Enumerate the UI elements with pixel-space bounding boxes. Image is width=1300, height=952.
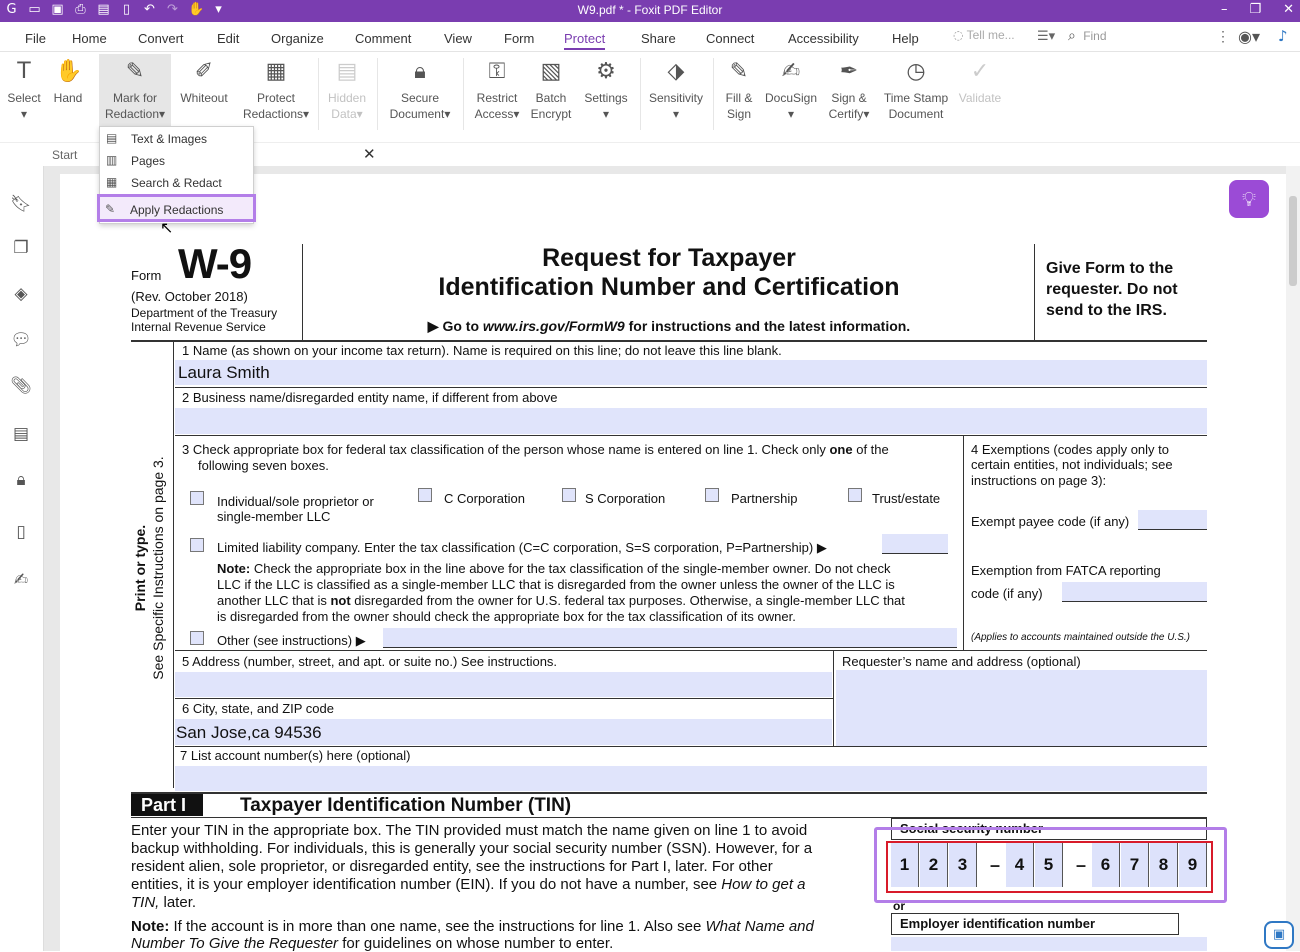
ein-label: Employer identification number <box>891 913 1179 935</box>
menu-view[interactable]: View <box>444 31 472 46</box>
ssn-digit: 1 <box>891 843 919 887</box>
docusign-button[interactable]: ✍ DocuSign ▾ <box>764 59 818 121</box>
tin-text-5: TIN, later. <box>131 894 197 911</box>
hidden-data-button[interactable]: ▤ Hidden Data▾ <box>327 59 367 121</box>
form-irs: Internal Revenue Service <box>131 320 266 334</box>
partnership-label: Partnership <box>731 491 798 506</box>
select-label: Select <box>7 91 41 105</box>
restrict-access-button[interactable]: ⚿ Restrict Access▾ <box>474 59 520 121</box>
window-title: W9.pdf * - Foxit PDF Editor <box>577 3 723 17</box>
tab-start[interactable]: Start <box>52 148 78 162</box>
line5-label: 5 Address (number, street, and apt. or suite no.) See instructions. <box>182 654 558 669</box>
security-lock-icon[interactable]: 🔒︎ <box>16 470 26 490</box>
s-corp-label: S Corporation <box>585 491 666 506</box>
note-line-2: LLC if the LLC is classified as a single-member LLC that is disregarded from the owner unless the owner of the LLC is <box>217 577 895 592</box>
mark-redaction-icon: ✎ <box>125 59 145 84</box>
form-title-line1: Request for Taxpayer <box>542 244 796 272</box>
ssn-digit: 9 <box>1179 843 1207 887</box>
menu-form[interactable]: Form <box>504 31 535 46</box>
tin-text-1: Enter your TIN in the appropriate box. The TIN provided must match the name given on line 1 to avoid <box>131 822 808 839</box>
ssn-digit: 8 <box>1150 843 1178 887</box>
open-icon[interactable]: ▭ <box>28 2 41 17</box>
note-line-4: is disregarded from the owner should check the appropriate box for the tax classification of its owner. <box>217 609 796 624</box>
bookmark-icon[interactable]: 🔖︎ <box>10 194 32 214</box>
title-bar <box>0 0 1300 22</box>
sensitivity-label: Sensitivity <box>648 91 704 105</box>
search-redact-icon: ▦ <box>106 175 118 189</box>
ssn-dash: – <box>989 855 1000 875</box>
settings-button[interactable]: ⚙ Settings ▾ <box>584 59 628 121</box>
partnership-checkbox[interactable] <box>705 488 719 502</box>
tell-me-box[interactable] <box>953 28 1033 48</box>
fatca-label-2: code (if any) <box>971 586 1043 601</box>
requester-label: Requester’s name and address (optional) <box>842 654 1081 669</box>
search-options-icon[interactable]: ☰▾ <box>1037 29 1056 44</box>
side-print-or-type: Print or type. <box>132 524 148 612</box>
batch-encrypt-button[interactable] <box>528 58 574 122</box>
account-number-field[interactable] <box>175 766 1207 791</box>
restrict-access-icon: ⚿ <box>488 59 506 84</box>
ssn-digit: 3 <box>949 843 977 887</box>
part-one-badge: Part I <box>131 794 203 816</box>
tin-text-3: resident alien, sole proprietor, or disregarded entity, see the instructions for Part I, later. For other <box>131 858 773 875</box>
note-line-3: another LLC that is not disregarded from the owner for U.S. federal tax purposes. Otherwise, a single-member LLC that <box>217 593 905 608</box>
llc-label: Limited liability company. Enter the tax classification (C=C corporation, S=S corporation, P=Partnership) ▶ <box>217 540 827 555</box>
search-icon: ⌕ <box>1068 28 1076 44</box>
select-text-icon: T <box>17 59 31 84</box>
line3-label-2: following seven boxes. <box>198 458 329 473</box>
ts-label-1: Time Stamp <box>883 91 949 105</box>
trust-label: Trust/estate <box>872 491 941 506</box>
mark-for-redaction-button[interactable]: ✎ Mark for Redaction▾ <box>99 54 171 130</box>
tin-text-2: backup withholding. For individuals, this is generally your social security number (SSN). However, for a <box>131 840 813 857</box>
fatca-label-1: Exemption from FATCA reporting <box>971 563 1161 578</box>
ein-field[interactable] <box>891 937 1207 951</box>
fill-and-sign-button[interactable] <box>720 58 758 122</box>
apply-redactions-icon: ✎ <box>105 202 116 216</box>
settings-label: Settings <box>584 91 628 105</box>
time-stamp-button[interactable] <box>880 58 952 122</box>
sensitivity-button[interactable]: ⬗ Sensitivity ▾ <box>648 59 704 121</box>
attachment-icon[interactable]: 📎︎ <box>10 376 32 396</box>
exempt-payee-label: Exempt payee code (if any) <box>971 514 1130 529</box>
menu-share[interactable]: Share <box>641 31 676 46</box>
validate-icon: ✓ <box>970 59 990 84</box>
vertical-scrollbar[interactable] <box>1286 166 1300 951</box>
ssn-dash: – <box>1075 855 1086 875</box>
select-button[interactable]: T Select ▾ <box>7 59 41 121</box>
or-label: or <box>893 899 905 913</box>
menu-organize[interactable]: Organize <box>271 31 324 46</box>
other-checkbox[interactable] <box>190 631 204 645</box>
pen-icon: ✎ <box>729 59 749 84</box>
part-one-title: Taxpayer Identification Number (TIN) <box>240 795 572 816</box>
time-stamp-icon: ◷ <box>906 59 926 84</box>
restore-icon[interactable]: ❐ <box>1249 2 1262 17</box>
tin-note-2: Number To Give the Requester for guidelines on whose number to enter. <box>131 935 614 952</box>
form-label: Form <box>131 268 162 283</box>
menu-item-apply-redactions[interactable] <box>97 194 256 222</box>
individual-checkbox[interactable] <box>190 491 204 505</box>
find-placeholder: Find <box>1083 29 1107 43</box>
menu-item-label: Pages <box>131 154 166 168</box>
protect-label-2: Redactions <box>242 107 303 121</box>
give-form-1: Give Form to the <box>1046 260 1174 277</box>
line1-label: 1 Name (as shown on your income tax return). Name is required on this line; do not leave this line blank. <box>182 343 782 358</box>
menu-item-label: Apply Redactions <box>130 203 224 217</box>
hand-icon: ✋ <box>55 59 83 84</box>
form-title-line2: Identification Number and Certification <box>438 273 900 301</box>
menu-comment[interactable]: Comment <box>355 31 412 46</box>
menu-accessibility[interactable]: Accessibility <box>788 31 859 46</box>
ssn-digit: 7 <box>1121 843 1149 887</box>
line2-label: 2 Business name/disregarded entity name, if different from above <box>182 390 558 405</box>
signature-icon[interactable]: ✍ <box>13 570 29 590</box>
ssn-highlight-frame <box>874 827 1227 903</box>
exemptions-3: instructions on page 3): <box>971 473 1107 488</box>
protect-label-1: Protect <box>256 91 295 105</box>
city-value: San Jose,ca 94536 <box>176 723 322 742</box>
menu-item-label: Text & Images <box>131 132 208 146</box>
fatca-field[interactable] <box>1062 582 1207 602</box>
restrict-label-2: Access <box>474 107 514 121</box>
individual-label-1: Individual/sole proprietor or <box>217 494 374 509</box>
llc-checkbox[interactable] <box>190 538 204 552</box>
mark-label-1: Mark for <box>112 91 157 105</box>
exemptions-2: certain entities, not individuals; see <box>971 457 1173 472</box>
exempt-payee-field[interactable] <box>1138 510 1207 530</box>
more-icon[interactable]: ⋮ <box>1216 28 1230 44</box>
docusign-label: DocuSign <box>764 91 818 105</box>
individual-label-2: single-member LLC <box>217 509 331 524</box>
side-instructions: See Specific Instructions on page 3. <box>150 456 166 680</box>
menu-item-search-redact[interactable] <box>100 172 255 194</box>
hidden-data-icon: ▤ <box>336 59 358 84</box>
line7-label: 7 List account number(s) here (optional) <box>180 748 411 763</box>
mark-for-redaction-menu <box>99 126 254 224</box>
find-box[interactable] <box>1068 28 1107 44</box>
menu-edit[interactable]: Edit <box>217 31 240 46</box>
validate-button[interactable] <box>955 58 1005 106</box>
llc-classification-field[interactable] <box>882 534 948 554</box>
give-form-2: requester. Do not <box>1046 281 1178 298</box>
sensitivity-tag-icon: ⬗ <box>667 59 685 84</box>
whiteout-icon: ✐ <box>194 59 214 84</box>
ssn-digit: 5 <box>1035 843 1063 887</box>
mark-label-2: Redaction <box>104 107 159 121</box>
document-icon[interactable]: ▯ <box>16 522 26 542</box>
tin-note-1: Note: If the account is in more than one name, see the instructions for line 1. Also see What Name and <box>131 918 814 935</box>
protect-redactions-button[interactable]: ▦ Protect Redactions▾ <box>242 59 310 121</box>
c-corp-label: C Corporation <box>444 491 525 506</box>
ssn-digit: 6 <box>1092 843 1120 887</box>
redo-icon[interactable]: ↷ <box>167 2 178 17</box>
tab-close-icon[interactable]: ✕ <box>363 146 376 163</box>
ts-label-2: Document <box>888 107 944 121</box>
text-images-icon: ▤ <box>106 131 118 145</box>
undo-icon[interactable]: ↶ <box>144 2 155 17</box>
s-corp-checkbox[interactable] <box>562 488 576 502</box>
goto-instructions: ▶ Go to www.irs.gov/FormW9 for instructions and the latest information. <box>427 318 911 334</box>
lock-icon: 🔒︎ <box>414 59 426 84</box>
save-icon[interactable]: ▣ <box>51 2 64 17</box>
left-sidebar <box>0 166 44 951</box>
menu-protect[interactable]: Protect <box>564 31 605 50</box>
whiteout-button[interactable] <box>174 58 234 106</box>
tin-text-4: entities, it is your employer identification number (EIN). If you do not have a number, see How to get a <box>131 876 806 893</box>
hidden-label-1: Hidden <box>327 91 367 105</box>
customize-icon[interactable]: ▾ <box>215 2 222 17</box>
layers-icon[interactable]: ◈ <box>14 284 28 304</box>
menu-item-label: Search & Redact <box>131 176 222 190</box>
secure-document-button[interactable]: 🔒︎ Secure Document▾ <box>389 59 451 121</box>
pages-icon[interactable]: ❐ <box>13 238 29 258</box>
screen-icon[interactable]: ▤ <box>97 2 110 17</box>
docusign-icon: ✍ <box>781 59 801 84</box>
notification-bell-icon[interactable]: ♪ <box>1278 27 1288 45</box>
batch-encrypt-icon: ▧ <box>540 59 562 84</box>
signc-label-1: Sign & <box>831 91 867 105</box>
hand-button[interactable] <box>49 58 87 106</box>
chat-icon[interactable]: ▣ <box>1264 921 1294 949</box>
menu-home[interactable]: Home <box>72 31 107 46</box>
form-revision: (Rev. October 2018) <box>131 289 248 304</box>
window-controls <box>1221 0 1294 20</box>
other-label: Other (see instructions) ▶ <box>217 633 366 648</box>
address-field[interactable] <box>175 672 832 697</box>
secure-label-1: Secure <box>400 91 440 105</box>
fatca-applies-note: (Applies to accounts maintained outside the U.S.) <box>971 632 1191 643</box>
other-field[interactable] <box>383 628 957 648</box>
menu-help[interactable]: Help <box>892 31 919 46</box>
menu-item-pages[interactable] <box>100 150 255 172</box>
hidden-label-2: Data <box>331 107 357 121</box>
tell-me-placeholder: Tell me... <box>966 28 1015 42</box>
menu-connect[interactable]: Connect <box>706 31 755 46</box>
menu-file[interactable]: File <box>25 31 46 46</box>
lightbulb-icon: ◌ <box>953 28 964 42</box>
sign-certify-button[interactable]: ✒ Sign & Certify▾ <box>828 59 870 121</box>
mouse-cursor-icon: ↖ <box>160 218 174 237</box>
form-department: Department of the Treasury <box>131 306 278 320</box>
restrict-label-1: Restrict <box>476 91 518 105</box>
c-corp-checkbox[interactable] <box>418 488 432 502</box>
batch-label-2: Encrypt <box>530 107 572 121</box>
whiteout-label: Whiteout <box>180 91 228 105</box>
fill-label-2: Sign <box>726 107 752 121</box>
foxit-logo-icon: G <box>6 2 17 17</box>
scroll-thumb[interactable] <box>1289 196 1297 286</box>
secure-label-2: Document <box>389 107 445 121</box>
protect-redactions-icon: ▦ <box>265 59 287 84</box>
trust-checkbox[interactable] <box>848 488 862 502</box>
requester-field[interactable] <box>836 670 1207 746</box>
comments-icon[interactable]: 💬︎ <box>10 330 32 350</box>
ssn-digit: 4 <box>1006 843 1034 887</box>
menu-convert[interactable]: Convert <box>138 31 184 46</box>
menu-item-text-images[interactable] <box>100 128 255 150</box>
assistant-lightbulb-icon[interactable]: 💡︎ <box>1229 180 1269 218</box>
validate-label: Validate <box>958 91 1002 105</box>
line3-label: 3 Check appropriate box for federal tax classification of the person whose name is entered on line 1. Check only one of the <box>182 442 889 457</box>
hand-label: Hand <box>53 91 83 105</box>
batch-label-1: Batch <box>535 91 567 105</box>
document-security-icon[interactable]: ▤ <box>12 424 30 444</box>
account-icon[interactable]: ◉▾ <box>1238 27 1260 46</box>
close-icon[interactable]: ✕ <box>1283 2 1294 17</box>
signc-label-2: Certify <box>828 107 864 121</box>
sign-certify-icon: ✒ <box>839 59 859 84</box>
gear-icon: ⚙ <box>596 59 616 84</box>
fill-label-1: Fill & <box>725 91 753 105</box>
hand-tool-icon[interactable]: ✋ <box>188 2 205 17</box>
name-field[interactable] <box>175 360 1207 385</box>
ssn-label: Social security number <box>891 818 1207 840</box>
business-name-field[interactable] <box>175 408 1207 434</box>
name-value: Laura Smith <box>178 363 270 382</box>
print-icon[interactable]: ⎙ <box>75 2 86 17</box>
ssn-digit: 2 <box>920 843 948 887</box>
minimize-icon[interactable]: – <box>1220 2 1228 17</box>
line6-label: 6 City, state, and ZIP code <box>182 701 334 716</box>
new-file-icon[interactable]: ▯ <box>122 2 131 17</box>
give-form-3: send to the IRS. <box>1046 302 1167 319</box>
note-line-1: Note: Check the appropriate box in the line above for the tax classification of the single-member owner. Do not check <box>217 561 891 576</box>
form-number: W-9 <box>178 240 252 287</box>
pages-icon: ▥ <box>106 153 118 167</box>
exemptions-1: 4 Exemptions (codes apply only to <box>971 442 1169 457</box>
